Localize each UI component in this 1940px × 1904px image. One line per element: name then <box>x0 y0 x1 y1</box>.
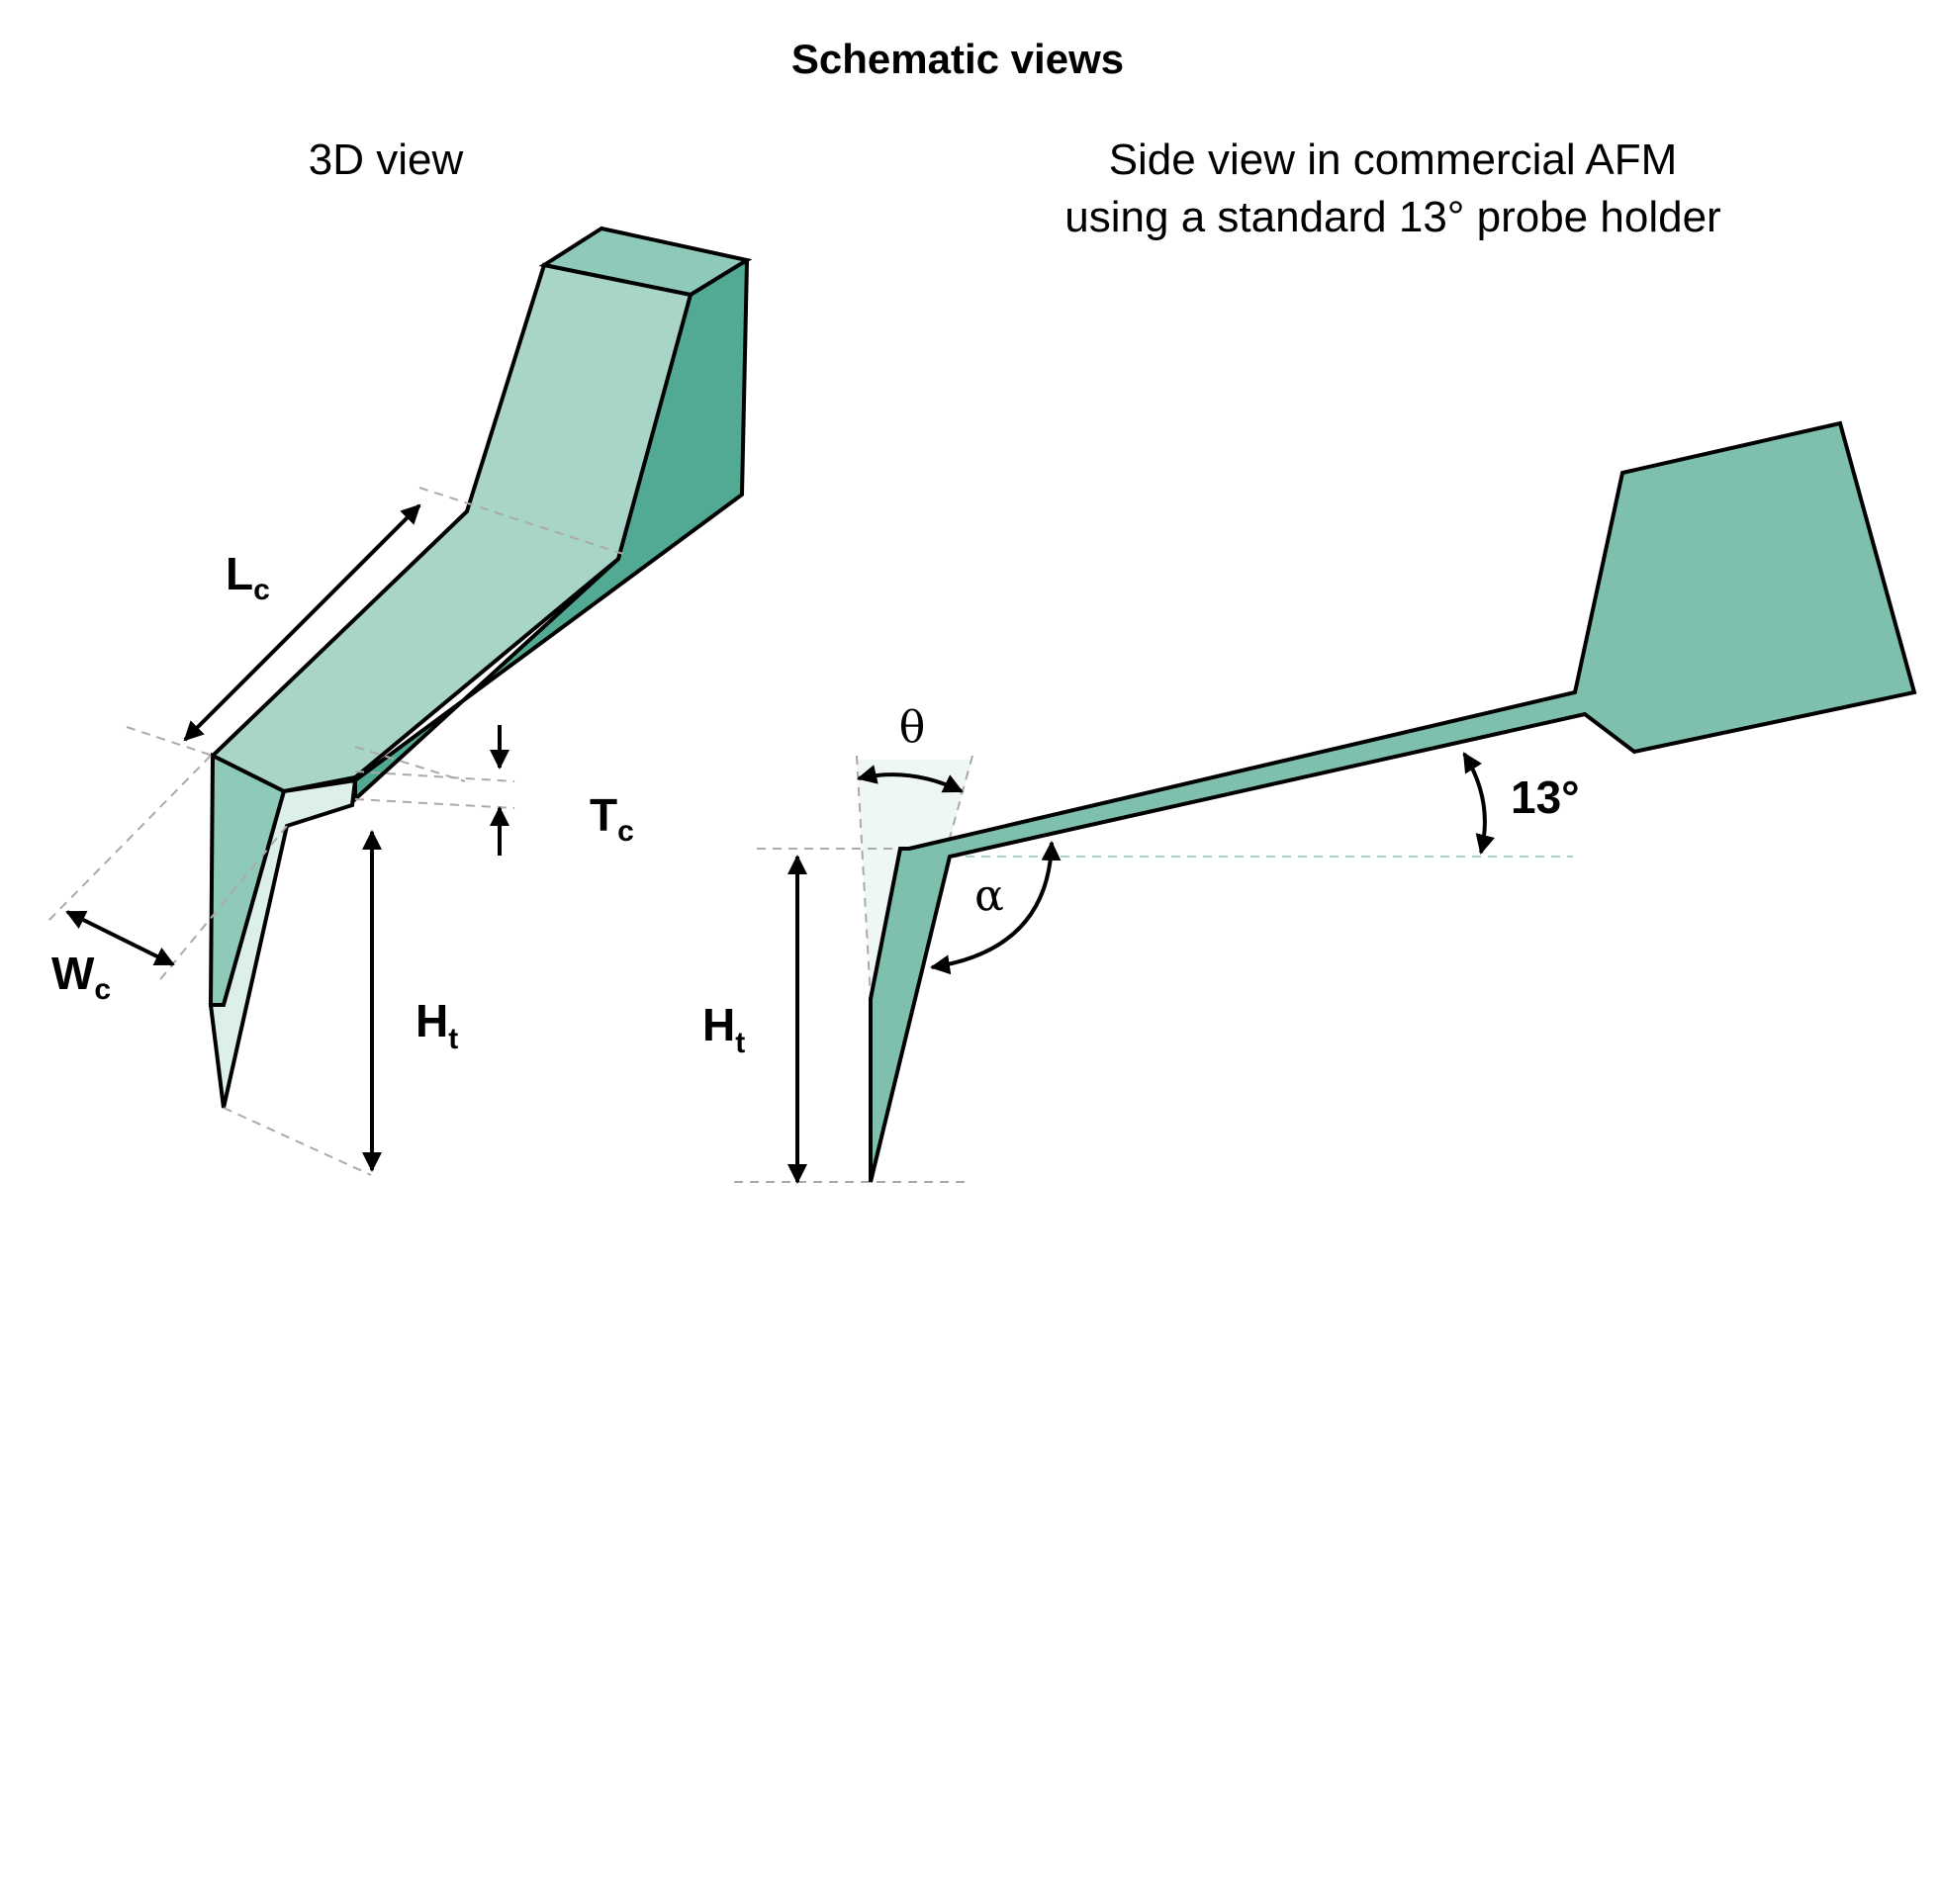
guides-side <box>734 849 1573 1182</box>
view-title-side-line1: Side view in commercial AFM <box>1108 136 1678 184</box>
theta-label: θ <box>898 702 926 753</box>
thickness-label: Tc <box>590 789 634 848</box>
figure-title: Schematic views <box>790 36 1125 82</box>
tip-height-label-side: Ht <box>702 999 746 1059</box>
width-label: Wc <box>51 948 112 1006</box>
probe-3d <box>211 228 747 1108</box>
alpha-label: α <box>974 870 1004 921</box>
length-label: Lc <box>226 548 270 606</box>
holder-angle-arc-arrow <box>1464 754 1485 853</box>
holder-angle-label: 13° <box>1511 771 1580 823</box>
view-title-3d: 3D view <box>308 136 464 184</box>
probe-side <box>871 423 1914 1182</box>
tip-height-label-3d: Ht <box>416 995 459 1055</box>
view-title-side-line2: using a standard 13° probe holder <box>1064 193 1721 241</box>
